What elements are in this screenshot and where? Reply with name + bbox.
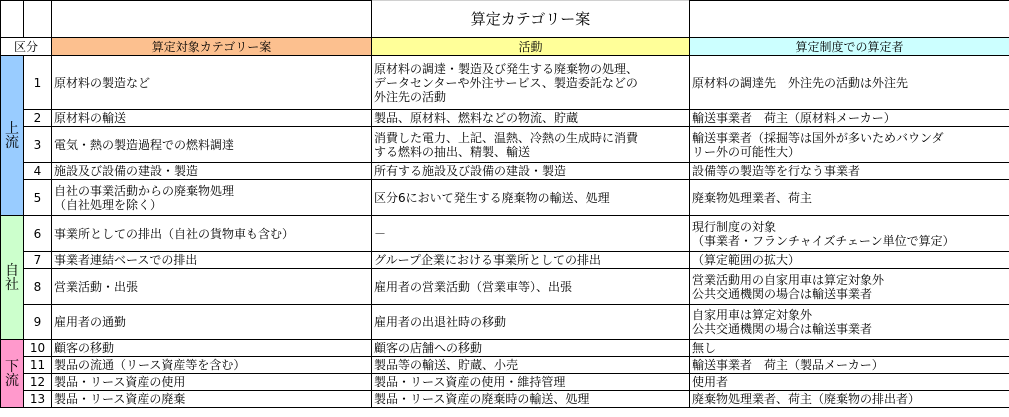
cell-calculator bbox=[690, 252, 1009, 269]
cell-line: 区分6において発生する廃棄物の輸送、処理 bbox=[374, 190, 610, 205]
row-number: 8 bbox=[24, 269, 52, 305]
cell-line: 公共交通機関の場合は輸送事業者 bbox=[692, 322, 873, 336]
cell-calculator bbox=[690, 391, 1009, 408]
cell-line: 雇用者の営業活動（営業車等）、出張 bbox=[374, 279, 573, 294]
table-row bbox=[1, 56, 1009, 110]
group-upstream bbox=[1, 56, 24, 216]
table-row bbox=[1, 110, 1009, 127]
row-number: 5 bbox=[24, 180, 52, 216]
cell-line: 顧客の移動 bbox=[54, 341, 115, 355]
table-row bbox=[1, 180, 1009, 216]
row-number: 3 bbox=[24, 127, 52, 163]
cell-line: データセンターや外注サービス、製造委託などの bbox=[374, 75, 638, 90]
cell-line: － bbox=[374, 226, 387, 241]
group-own-company bbox=[1, 216, 24, 340]
cell-activity bbox=[372, 340, 690, 357]
cell-calculator bbox=[690, 163, 1009, 180]
cell-line: 事業所としての排出（自社の貨物車も含む） bbox=[54, 226, 295, 241]
table-row bbox=[1, 305, 1009, 340]
cell-activity bbox=[372, 269, 690, 305]
cell-line: 製品、原材料、燃料などの物流、貯蔵 bbox=[374, 111, 579, 125]
table-row bbox=[1, 127, 1009, 163]
group-downstream bbox=[1, 340, 24, 408]
cell-activity bbox=[372, 216, 690, 252]
cell-line: 営業活動用の自家用車は算定対象外 bbox=[692, 272, 885, 287]
cell-line: 輸送事業者 荷主（製品メーカー） bbox=[692, 358, 884, 372]
cell-line: 輸送事業者（採掘等は国外が多いためバウンダ bbox=[692, 130, 944, 145]
cell-calculator bbox=[690, 357, 1009, 374]
cell-line: グループ企業における事業所としての排出 bbox=[374, 253, 602, 267]
cell-line: 雇用者の通勤 bbox=[54, 315, 127, 329]
cell-category bbox=[52, 357, 372, 374]
cell-line: 電気・熱の製造過程での燃料調達 bbox=[54, 137, 235, 152]
cell-line: 所有する施設及び設備の建設・製造 bbox=[374, 164, 567, 178]
cell-line: 事業者連結ベースでの排出 bbox=[54, 253, 198, 267]
cell-category bbox=[52, 340, 372, 357]
cell-activity bbox=[372, 56, 690, 110]
sheet-title: 算定カテゴリー案 bbox=[372, 1, 690, 38]
cell-activity bbox=[372, 163, 690, 180]
cell-line: 施設及び設備の建設・製造 bbox=[54, 164, 199, 178]
cell-category bbox=[52, 374, 372, 391]
group-char: 下 bbox=[5, 358, 19, 375]
cell-line: 製品・リース資産の廃棄時の輸送、処理 bbox=[374, 392, 590, 406]
cell-category bbox=[52, 56, 372, 110]
group-char: 自 bbox=[5, 262, 19, 279]
row-number: 12 bbox=[24, 374, 52, 391]
table-row bbox=[1, 357, 1009, 374]
header-calculator: 算定制度での算定者 bbox=[690, 38, 1009, 56]
cell-line: 使用者 bbox=[692, 375, 729, 389]
cell-calculator bbox=[690, 180, 1009, 216]
cell-line: （自社処理を除く） bbox=[54, 197, 163, 212]
row-number: 9 bbox=[24, 305, 52, 340]
row-number: 11 bbox=[24, 357, 52, 374]
group-char: 上 bbox=[5, 120, 19, 137]
cell-category bbox=[52, 391, 372, 408]
cell-line: （算定範囲の拡大） bbox=[692, 253, 801, 267]
cell-line: 輸送事業者 荷主（原材料メーカー） bbox=[692, 111, 896, 125]
empty-cell bbox=[24, 1, 52, 38]
cell-calculator bbox=[690, 374, 1009, 391]
cell-line: 現行制度の対象 bbox=[692, 219, 777, 234]
table-row bbox=[1, 374, 1009, 391]
cell-category bbox=[52, 252, 372, 269]
table-row bbox=[1, 340, 1009, 357]
group-char: 社 bbox=[5, 276, 19, 293]
cell-line: 設備等の製造等を行なう事業者 bbox=[692, 164, 861, 178]
header-division: 区分 bbox=[1, 38, 52, 56]
empty-cell bbox=[690, 1, 1009, 38]
row-number: 2 bbox=[24, 110, 52, 127]
cell-activity bbox=[372, 357, 690, 374]
row-number: 6 bbox=[24, 216, 52, 252]
cell-line: 雇用者の出退社時の移動 bbox=[374, 315, 507, 329]
cell-line: 自社の事業活動からの廃棄物処理 bbox=[54, 183, 235, 198]
row-number: 4 bbox=[24, 163, 52, 180]
cell-line: 製品の流通（リース資産等を含む） bbox=[54, 358, 246, 372]
cell-category bbox=[52, 163, 372, 180]
group-char: 流 bbox=[5, 134, 19, 151]
cell-line: 無し bbox=[692, 341, 717, 355]
empty-cell bbox=[1, 1, 24, 38]
header-category: 算定対象カテゴリー案 bbox=[52, 38, 372, 56]
cell-category bbox=[52, 269, 372, 305]
cell-line: 原材料の製造など bbox=[54, 75, 151, 90]
cell-line: （事業者・フランチャイズチェーン単位で算定） bbox=[692, 233, 955, 248]
cell-line: 製品・リース資産の使用・維持管理 bbox=[374, 375, 566, 389]
table-row bbox=[1, 216, 1009, 252]
empty-cell bbox=[52, 1, 372, 38]
row-number: 13 bbox=[24, 391, 52, 408]
cell-activity bbox=[372, 127, 690, 163]
cell-line: 製品・リース資産の廃棄 bbox=[54, 392, 186, 406]
cell-line: 公共交通機関の場合は輸送事業者 bbox=[692, 286, 873, 301]
cell-calculator bbox=[690, 127, 1009, 163]
cell-line: 営業活動・出張 bbox=[54, 279, 139, 294]
cell-line: 原材料の調達・製造及び発生する廃棄物の処理、 bbox=[374, 61, 639, 76]
cell-activity bbox=[372, 374, 690, 391]
cell-activity bbox=[372, 252, 690, 269]
cell-line: 自家用車は算定対象外 bbox=[692, 308, 813, 322]
cell-activity bbox=[372, 305, 690, 340]
cell-calculator bbox=[690, 216, 1009, 252]
cell-line: 原材料の調達先 外注先の活動は外注先 bbox=[692, 75, 909, 90]
table-row bbox=[1, 163, 1009, 180]
cell-calculator bbox=[690, 340, 1009, 357]
group-char: 流 bbox=[5, 372, 19, 389]
row-number: 10 bbox=[24, 340, 52, 357]
header-activity: 活動 bbox=[372, 38, 690, 56]
cell-calculator bbox=[690, 56, 1009, 110]
cell-activity bbox=[372, 391, 690, 408]
cell-activity bbox=[372, 110, 690, 127]
cell-calculator bbox=[690, 110, 1009, 127]
cell-calculator bbox=[690, 305, 1009, 340]
table-row bbox=[1, 269, 1009, 305]
cell-category bbox=[52, 180, 372, 216]
cell-category bbox=[52, 216, 372, 252]
cell-line: 製品・リース資産の使用 bbox=[54, 375, 186, 389]
cell-line: 消費した電力、上記、温熱、冷熱の生成時に消費 bbox=[374, 130, 639, 145]
cell-line: 顧客の店舗への移動 bbox=[374, 341, 483, 355]
cell-calculator bbox=[690, 269, 1009, 305]
cell-line: リー外の可能性大） bbox=[692, 144, 801, 159]
cell-line: 製品等の輸送、貯蔵、小売 bbox=[374, 358, 519, 372]
cell-category bbox=[52, 305, 372, 340]
row-number: 1 bbox=[24, 56, 52, 110]
cell-activity bbox=[372, 180, 690, 216]
cell-category bbox=[52, 110, 372, 127]
row-number: 7 bbox=[24, 252, 52, 269]
cell-line: 廃棄物処理業者、荷主 bbox=[692, 190, 813, 205]
cell-line: 原材料の輸送 bbox=[54, 111, 127, 125]
cell-line: 外注先の活動 bbox=[374, 89, 447, 104]
cell-line: する燃料の抽出、精製、輸送 bbox=[374, 144, 531, 159]
cell-category bbox=[52, 127, 372, 163]
cell-line: 廃棄物処理業者、荷主（廃棄物の排出者） bbox=[692, 392, 921, 406]
table-row bbox=[1, 391, 1009, 408]
table-row bbox=[1, 252, 1009, 269]
